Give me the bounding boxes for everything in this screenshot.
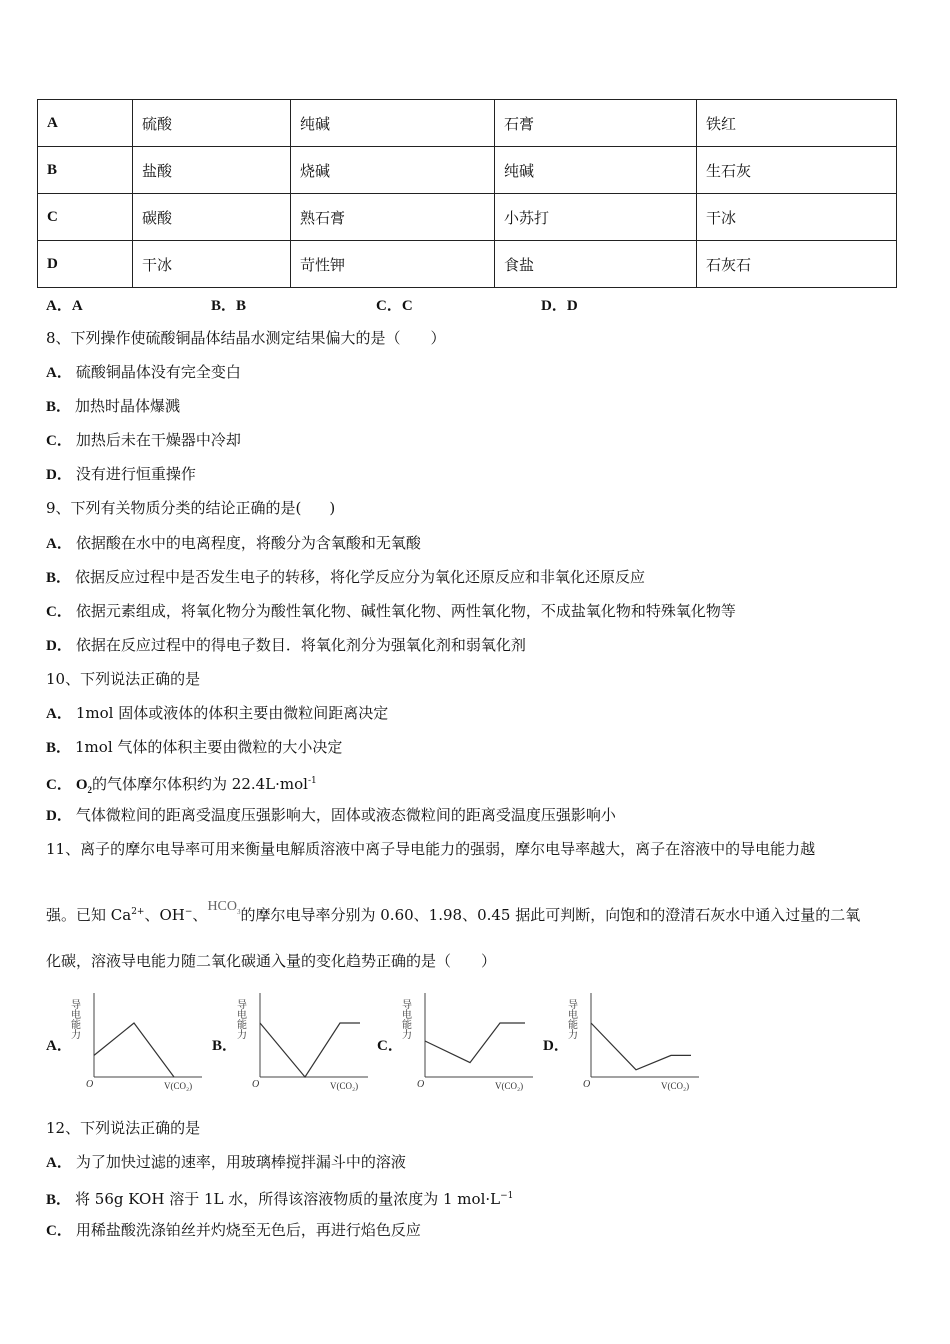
q9-stem: 9、下列有关物质分类的结论正确的是( ) [46,499,336,517]
y-axis-label: 导电能力 [399,999,411,1039]
q8-stem: 8、下列操作使硫酸铜晶体结晶水测定结果偏大的是（ ） [46,329,446,347]
q7-table-cell: 纯碱 [495,147,697,194]
q8-option-d: D． 没有进行恒重操作 [46,465,196,483]
q11-graph-d [565,985,719,1095]
y-axis-label: 导电能力 [565,999,577,1039]
q9-option-d: D． 依据在反应过程中的得电子数目．将氧化剂分为强氧化剂和弱氧化剂 [46,636,526,654]
q11-graph-label-b: B． [212,1038,238,1054]
q11-graph-label-c: C． [377,1038,403,1054]
q10-option-a: A． 1mol 固体或液体的体积主要由微粒间距离决定 [46,704,389,722]
hco3-formula-image: $HCO_3$ [207,899,241,916]
y-axis-label: 导电能力 [234,999,246,1039]
q7-table-cell: 熟石膏 [291,194,495,241]
x-axis-label: V(CO₂) [661,1081,690,1091]
q10-option-c: C． $O_2$的气体摩尔体积约为 22.4L·mol$^{-1}$ [46,775,317,795]
q7-table-row [38,241,897,288]
q9-option-a: A． 依据酸在水中的电离程度，将酸分为含氧酸和无氧酸 [46,534,421,552]
q8-option-c: C． 加热后未在干燥器中冷却 [46,431,241,449]
q8-option-b: B． 加热时晶体爆溅 [46,397,181,415]
q11-stem-line1: 11、离子的摩尔电导率可用来衡量电解质溶液中离子导电能力的强弱，摩尔电导率越大，离子在溶液中的导电能力越 [46,840,816,858]
q12-option-b: B． 将 56g KOH 溶于 1L 水，所得该溶液物质的量浓度为 1 $mol\cdot L^{-1}$ [46,1190,514,1208]
q11-graph-label-a: A． [46,1038,72,1054]
q7-option-b: B．B [211,298,247,314]
q7-table-cell: 硫酸 [133,100,291,147]
q12-stem: 12、下列说法正确的是 [46,1119,201,1137]
origin-label: O [417,1079,425,1090]
q7-option-a: A．A [46,298,83,314]
origin-label: O [86,1079,94,1090]
origin-label: O [583,1079,591,1090]
q7-table-cell: 盐酸 [133,147,291,194]
q7-table-cell: 干冰 [697,194,897,241]
q11-graph-label-d: D． [543,1038,569,1054]
origin-label: O [252,1079,260,1090]
q10-option-b: B． 1mol 气体的体积主要由微粒的大小决定 [46,738,343,756]
q7-table-cell: 石灰石 [697,241,897,288]
q7-row-label: C [38,194,133,241]
q7-table-cell: 小苏打 [495,194,697,241]
q7-row-label: A [38,100,133,147]
q11-graph-a [68,985,222,1095]
q10-option-d: D． 气体微粒间的距离受温度压强影响大，固体或液态微粒间的距离受温度压强影响小 [46,806,616,824]
conductivity-curve [591,1023,691,1070]
conductivity-curve [94,1023,174,1077]
q7-table-cell: 纯碱 [291,100,495,147]
q7-table-cell: 苛性钾 [291,241,495,288]
q7-table-cell: 食盐 [495,241,697,288]
q7-table-row [38,147,897,194]
q7-option-c: C．C [376,298,413,314]
q9-option-c: C． 依据元素组成，将氧化物分为酸性氧化物、碱性氧化物、两性氧化物，不成盐氧化物和特殊氧化物等 [46,602,736,620]
q7-table-cell: 铁红 [697,100,897,147]
q7-row-label: D [38,241,133,288]
q11-stem-line3: 化碳，溶液导电能力随二氧化碳通入量的变化趋势正确的是（ ） [46,952,497,970]
q7-table-cell: 石膏 [495,100,697,147]
y-axis-label: 导电能力 [68,999,80,1039]
q8-option-a: A． 硫酸铜晶体没有完全变白 [46,363,241,381]
q7-table-cell: 碳酸 [133,194,291,241]
q7-table-cell: 生石灰 [697,147,897,194]
q7-table-cell: 烧碱 [291,147,495,194]
q12-option-a: A． 为了加快过滤的速率，用玻璃棒搅拌漏斗中的溶液 [46,1153,406,1171]
q11-stem-line2: 强。已知 $Ca^{2+}$、OH−、$HCO_3$的摩尔电导率分别为 0.60、1.98、0.45 据此可判断，向饱和的澄清石灰水中通入过量的二氧 [46,899,861,924]
q7-table-cell: 干冰 [133,241,291,288]
conductivity-curve [260,1023,360,1077]
q7-options [46,295,578,316]
q7-table-row [38,194,897,241]
q7-table-row [38,100,897,147]
x-axis-label: V(CO₂) [330,1081,359,1091]
q11-graph-c [399,985,553,1095]
q7-table [37,99,897,288]
x-axis-label: V(CO₂) [164,1081,193,1091]
q11-graph-b [234,985,388,1095]
q10-stem: 10、下列说法正确的是 [46,670,201,688]
q12-option-c: C． 用稀盐酸洗涤铂丝并灼烧至无色后，再进行焰色反应 [46,1221,421,1239]
conductivity-curve [425,1023,525,1063]
x-axis-label: V(CO₂) [495,1081,524,1091]
q7-row-label: B [38,147,133,194]
q9-option-b: B． 依据反应过程中是否发生电子的转移，将化学反应分为氧化还原反应和非氧化还原反应 [46,568,646,586]
q7-option-d: D．D [541,298,578,314]
